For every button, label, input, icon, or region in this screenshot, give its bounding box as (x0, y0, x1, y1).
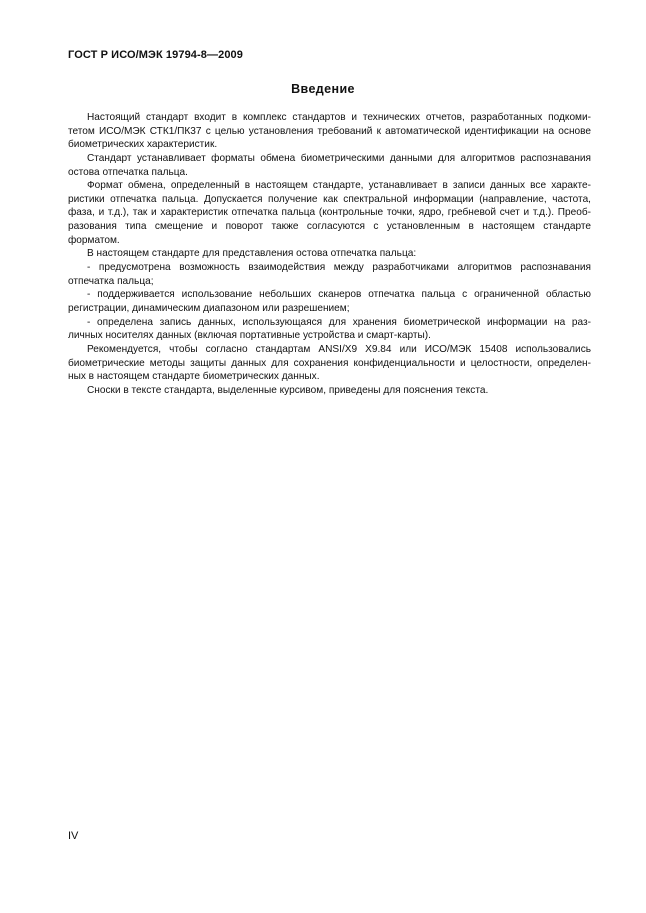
paragraph-line: - определена запись данных, использующаяся для хранения биометрической информации на раз- (87, 316, 591, 328)
paragraph-line: личных носителях данных (включая портативные устройства и смарт-карты). (68, 330, 431, 342)
paragraph-line: фаза, и т.д.), так и характеристик отпечатка пальца (контрольные точки, ядро, гребневой счет и т.д.). Преоб- (68, 207, 591, 219)
paragraph-line: В настоящем стандарте для представления остова отпечатка пальца: (87, 248, 417, 260)
paragraph-line: тетом ИСО/МЭК СТК1/ПК37 с целью установления требований к автоматической идентификации на основе (68, 125, 591, 137)
paragraph-line: отпечатка пальца; (68, 275, 154, 287)
running-header: ГОСТ Р ИСО/МЭК 19794-8—2009 (68, 49, 243, 61)
paragraph (68, 384, 591, 398)
paragraph-line: остова отпечатка пальца. (68, 166, 188, 178)
paragraph-line: Рекомендуется, чтобы согласно стандартам ANSI/X9 X9.84 или ИСО/МЭК 15408 использовались (87, 343, 591, 355)
paragraph-line: - предусмотрена возможность взаимодействия между разработчиками алгоритмов распознавания (87, 262, 591, 274)
paragraph-line: Формат обмена, определенный в настоящем стандарте, устанавливает в записи данных все характе- (87, 180, 591, 192)
paragraph-line: ных в настоящем стандарте биометрических данных. (68, 371, 320, 383)
paragraph (68, 179, 591, 247)
paragraph (68, 247, 591, 261)
paragraph-line: биометрических характеристик. (68, 139, 218, 151)
paragraph (68, 152, 591, 179)
paragraph (68, 316, 591, 343)
paragraph-line: Стандарт устанавливает форматы обмена биометрическими данными для алгоритмов распознавания (87, 152, 591, 164)
paragraph-line: биометрические методы защиты данных для сохранения конфиденциальности и целостности, определен- (68, 357, 591, 369)
paragraph (68, 111, 591, 152)
paragraph-line: Сноски в тексте стандарта, выделенные курсивом, приведены для пояснения текста. (87, 384, 489, 396)
paragraph-line: разования типа смещение и поворот также согласуются с установленным в настоящем стандарте (68, 221, 591, 233)
paragraph-line: - поддерживается использование небольших сканеров отпечатка пальца с ограниченной областью (87, 289, 591, 301)
paragraph-line: регистрации, динамическим диапазоном или разрешением; (68, 302, 350, 314)
document-body (68, 111, 591, 397)
paragraph (68, 288, 591, 315)
paragraph-line: форматом. (68, 234, 120, 246)
paragraph (68, 261, 591, 288)
section-title: Введение (291, 82, 355, 96)
paragraph-line: Настоящий стандарт входит в комплекс стандартов и технических отчетов, разработанных подкоми- (87, 112, 591, 123)
paragraph (68, 343, 591, 384)
page-number: IV (68, 830, 79, 842)
paragraph-line: ристики отпечатка пальца. Допускается получение как спектральной информации (направление, частота, (68, 193, 591, 205)
